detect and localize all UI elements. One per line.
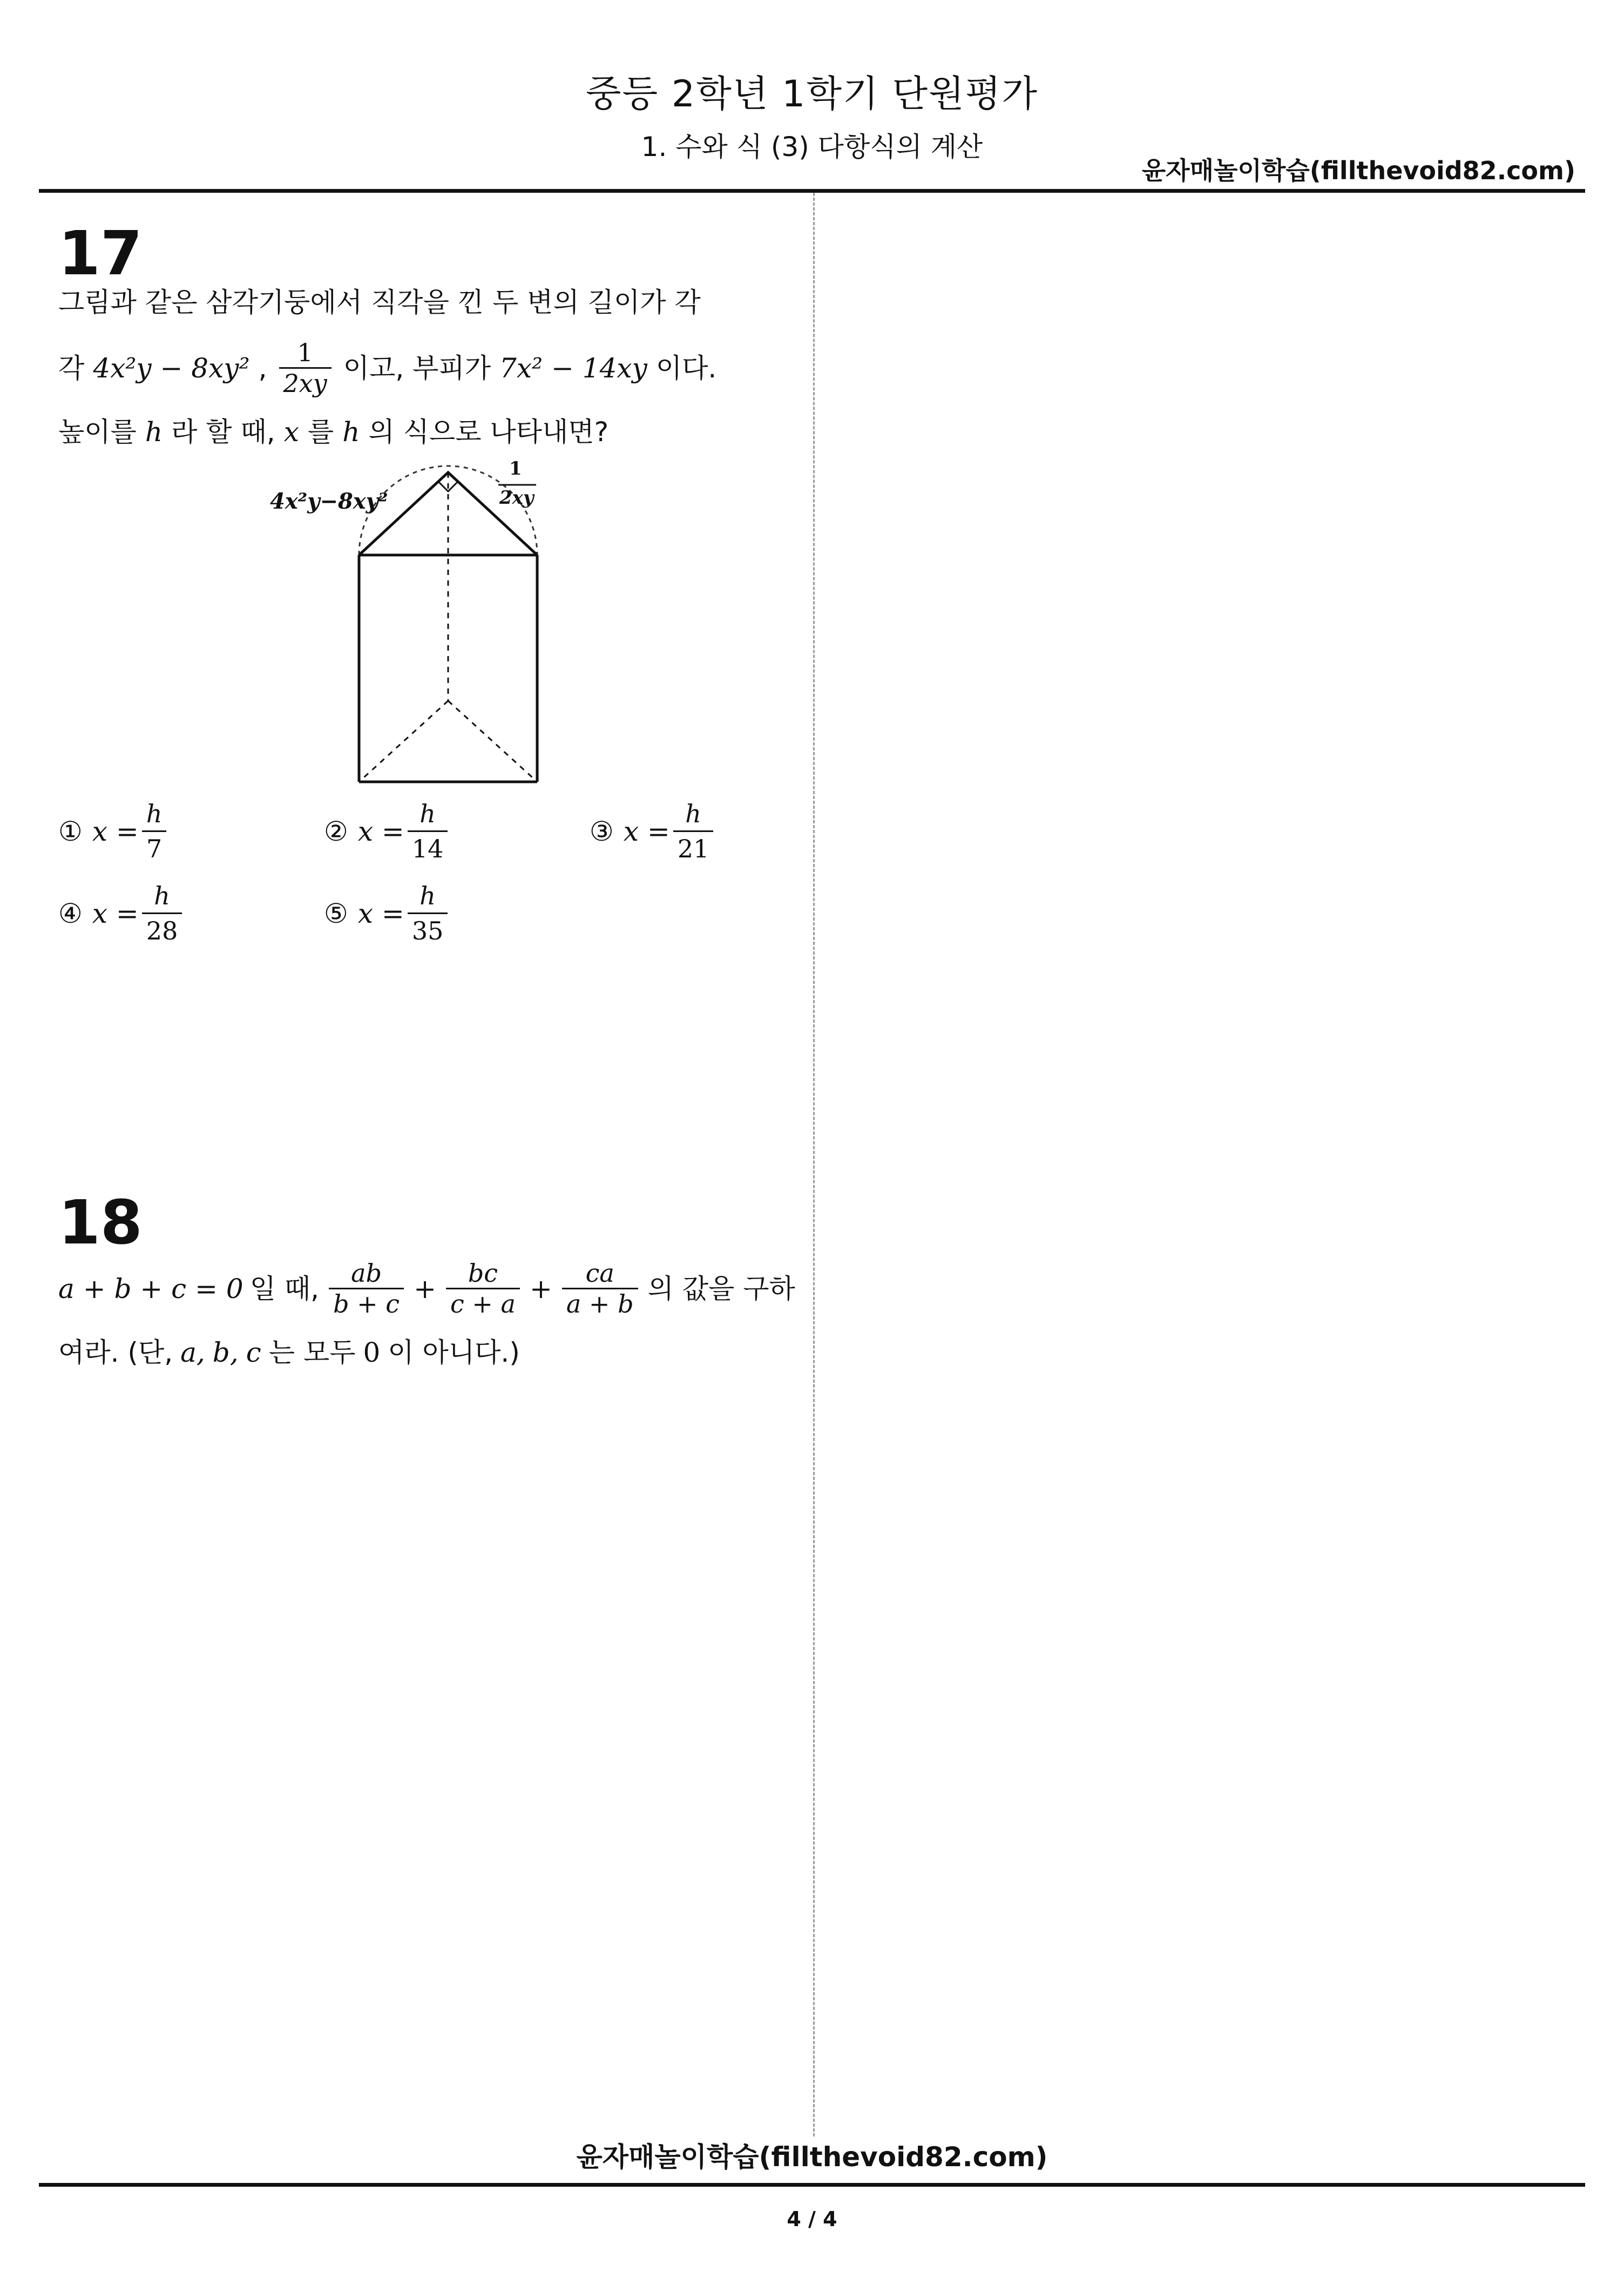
page-number: 4 / 4 (787, 2207, 837, 2231)
q17-line3-c: 를 (307, 416, 334, 448)
question-18-number: 18 (58, 1188, 143, 1258)
q17-var-x: x (283, 416, 299, 448)
q18-var-b: b, (212, 1337, 239, 1368)
q18-var-c: c (246, 1337, 261, 1368)
q17-side2-fraction (279, 340, 331, 396)
choice-5-numerator: h (408, 881, 448, 914)
choice-3-lhs: x = (623, 815, 670, 847)
choice-1-numerator: h (142, 799, 167, 832)
choice-5-lhs: x = (357, 897, 404, 929)
q18-fraction-1 (329, 1259, 404, 1319)
question-18-line1 (58, 1259, 795, 1319)
choice-1-mark: ① (58, 815, 83, 847)
brand-header: 윤자매놀이학습(fillthevoid82.com) (1141, 156, 1575, 185)
question-17-line3 (58, 416, 609, 448)
q17-line2-mid: 이고, 부피가 (343, 352, 491, 384)
q17-line3-a: 높이를 (58, 416, 137, 448)
q18-plus-2: + (529, 1273, 552, 1304)
footer-rule (39, 2183, 1585, 2187)
q18-line2-b: 는 모두 (268, 1337, 356, 1368)
q17-line3-d: 의 식으로 나타내면? (368, 416, 609, 448)
q18-f1-denominator: b + c (333, 1289, 400, 1319)
choice-2-lhs: x = (357, 815, 404, 847)
choice-4-fraction (142, 881, 182, 945)
figure-label-right-denominator: 2xy (499, 487, 534, 509)
q17-volume-expression: 7x² − 14xy (499, 352, 647, 384)
q18-f3-denominator: a + b (566, 1289, 634, 1319)
q18-line2-c: 이 아니다.) (388, 1337, 520, 1368)
q18-fraction-2 (446, 1259, 520, 1319)
figure-hidden-left-base-edge (359, 701, 448, 782)
q17-line2-prefix: 각 (58, 352, 85, 384)
choice-5-denominator: 35 (411, 916, 444, 945)
q17-side2-numerator: 1 (279, 340, 331, 369)
choice-4[interactable] (58, 881, 185, 945)
question-17-number: 17 (58, 219, 143, 289)
choice-4-mark: ④ (58, 897, 83, 929)
choice-4-numerator: h (142, 881, 182, 914)
choice-3-numerator: h (673, 799, 714, 832)
question-17-line2 (58, 340, 716, 396)
question-18-line2 (58, 1339, 520, 1366)
choice-1[interactable] (58, 799, 170, 863)
choice-5-fraction (408, 881, 448, 945)
q18-f3-numerator: ca (562, 1261, 638, 1289)
q18-line2-a: 여라. (단, (58, 1337, 173, 1368)
choice-3-fraction (673, 799, 714, 863)
choice-3[interactable] (590, 799, 716, 863)
q18-fraction-3 (562, 1259, 638, 1319)
choice-4-lhs: x = (92, 897, 139, 929)
q18-condition-suffix: 일 때, (249, 1273, 320, 1304)
q18-f2-denominator: c + a (450, 1289, 516, 1319)
choice-2-mark: ② (324, 815, 348, 847)
choice-2-numerator: h (408, 799, 448, 832)
choice-2-fraction (408, 799, 448, 863)
choice-1-denominator: 7 (146, 834, 163, 863)
choice-1-fraction (142, 799, 167, 863)
page-subtitle: 1. 수와 식 (3) 다항식의 계산 (641, 131, 983, 163)
q17-side2-denominator: 2xy (283, 369, 327, 398)
figure-label-right-numerator: 1 (509, 458, 522, 479)
question-17-line1: 그림과 같은 삼각기둥에서 직각을 낀 두 변의 길이가 각 (58, 287, 701, 318)
q18-zero: 0 (363, 1337, 381, 1368)
q18-var-a: a, (180, 1337, 205, 1368)
figure-label-left: 4x²y−8xy² (270, 489, 388, 514)
choice-5[interactable] (324, 881, 451, 945)
q17-side1-expression: 4x²y − 8xy² (93, 352, 250, 384)
q18-plus-1: + (414, 1273, 436, 1304)
q17-line3-b: 라 할 때, (171, 416, 275, 448)
figure-hidden-right-base-edge (448, 701, 537, 782)
q17-comma: , (258, 352, 267, 384)
q18-line1-end: 의 값을 구하 (647, 1273, 795, 1304)
header-rule (39, 189, 1585, 193)
q18-f2-numerator: bc (446, 1261, 520, 1289)
brand-footer: 윤자매놀이학습(fillthevoid82.com) (576, 2141, 1048, 2173)
q18-f1-numerator: ab (329, 1261, 404, 1289)
q17-var-h-2: h (342, 416, 360, 448)
q18-condition: a + b + c = 0 (58, 1273, 243, 1304)
choice-1-lhs: x = (92, 815, 139, 847)
q17-var-h: h (145, 416, 163, 448)
page-title: 중등 2학년 1학기 단원평가 (585, 73, 1039, 116)
q17-line2-end: 이다. (655, 352, 717, 384)
choice-2-denominator: 14 (411, 834, 444, 863)
column-divider (813, 193, 815, 2137)
choice-4-denominator: 28 (146, 916, 178, 945)
choice-3-mark: ③ (590, 815, 614, 847)
choice-3-denominator: 21 (677, 834, 709, 863)
choice-5-mark: ⑤ (324, 897, 348, 929)
choice-2[interactable] (324, 799, 451, 863)
